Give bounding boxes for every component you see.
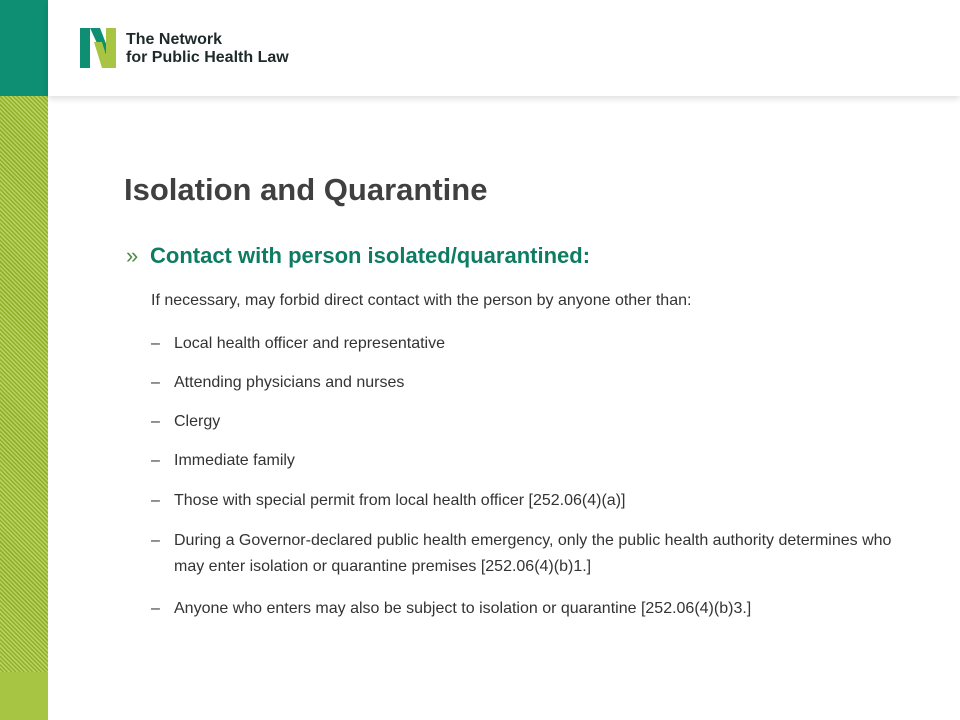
list-item-text: Local health officer and representative: [174, 335, 445, 352]
dash-marker: –: [151, 532, 160, 549]
list-item-text: Clergy: [174, 413, 221, 430]
list-item-text: Immediate family: [174, 452, 295, 469]
dash-marker: –: [151, 452, 160, 469]
brand-name-line2: for Public Health Law: [126, 49, 289, 66]
bullet-marker: »: [126, 243, 139, 268]
list-item-text: Those with special permit from local health officer [252.06(4)(a)]: [174, 492, 626, 509]
dash-marker: –: [151, 600, 160, 617]
brand-name-line1: The Network: [126, 31, 223, 48]
list-item: [151, 488, 911, 514]
main-bullet: [126, 243, 590, 269]
list-item-text: Attending physicians and nurses: [174, 374, 405, 391]
list-item: [151, 448, 911, 474]
list-item: [151, 409, 911, 435]
intro-text: If necessary, may forbid direct contact with the person by anyone other than:: [151, 292, 692, 309]
brand-name: [126, 31, 289, 67]
list-item: [151, 331, 911, 357]
sub-bullet-list: [151, 331, 911, 622]
list-item: [151, 528, 911, 580]
list-item: [151, 370, 911, 396]
accent-bar-top: [0, 0, 48, 96]
network-n-logo-icon: [80, 28, 116, 68]
main-bullet-text: Contact with person isolated/quarantined:: [150, 243, 591, 268]
list-item-text: During a Governor-declared public health emergency, only the public health authority determines who may enter isolation or quarantine premises [252.06(4)(b)1.]: [174, 532, 892, 575]
accent-bar-bottom: [0, 672, 48, 720]
slide-title: Isolation and Quarantine: [124, 172, 488, 207]
list-item: [151, 596, 911, 622]
dash-marker: –: [151, 335, 160, 352]
accent-bar-stripes: [0, 96, 48, 672]
list-item-text: Anyone who enters may also be subject to isolation or quarantine [252.06(4)(b)3.]: [174, 600, 752, 617]
dash-marker: –: [151, 492, 160, 509]
dash-marker: –: [151, 374, 160, 391]
dash-marker: –: [151, 413, 160, 430]
